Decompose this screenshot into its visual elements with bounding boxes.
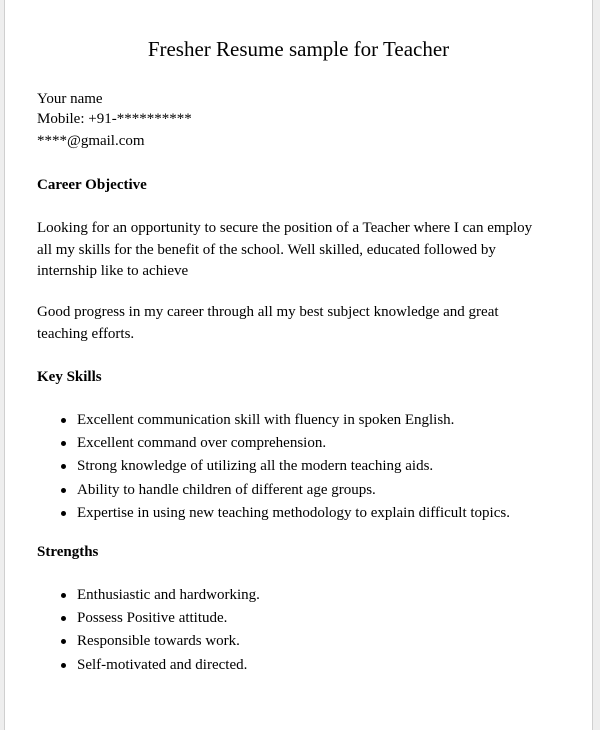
bullet-icon: [61, 663, 66, 668]
strengths-list: [61, 585, 260, 678]
skill-text: Strong knowledge of utilizing all the modern teaching aids.: [77, 458, 434, 475]
bullet-icon: [61, 639, 66, 644]
bullet-icon: [61, 593, 66, 598]
list-item: [61, 456, 510, 479]
skill-text: Excellent command over comprehension.: [77, 435, 327, 452]
skill-text: Ability to handle children of different age groups.: [77, 481, 376, 498]
objective-line: internship like to achieve: [37, 263, 189, 279]
document-page: [4, 0, 593, 730]
key-skills-list: [61, 410, 510, 526]
contact-mobile: Mobile: +91-**********: [37, 111, 192, 127]
strength-text: Enthusiastic and hardworking.: [77, 587, 260, 603]
list-item: [61, 480, 510, 503]
strength-text: Self-motivated and directed.: [77, 656, 248, 673]
contact-email: ****@gmail.com: [37, 133, 145, 149]
skill-text: Excellent communication skill with fluency in spoken English.: [77, 412, 455, 428]
contact-name: Your name: [37, 91, 103, 107]
strengths-heading: Strengths: [37, 544, 99, 560]
list-item: [61, 608, 260, 631]
list-item: [61, 631, 260, 654]
objective-line: Looking for an opportunity to secure the position of a Teacher where I can employ: [37, 220, 533, 236]
list-item: [61, 410, 510, 433]
bullet-icon: [61, 616, 66, 621]
bullet-icon: [61, 511, 66, 516]
objective-line: all my skills for the benefit of the school. Well skilled, educated followed by: [37, 242, 496, 258]
bullet-icon: [61, 488, 66, 493]
career-objective-heading: Career Objective: [37, 177, 147, 193]
list-item: [61, 503, 510, 526]
bullet-icon: [61, 441, 66, 446]
strength-text: Possess Positive attitude.: [77, 610, 228, 627]
strength-text: Responsible towards work.: [77, 633, 240, 650]
objective-line: teaching efforts.: [37, 326, 135, 342]
list-item: [61, 433, 510, 456]
list-item: [61, 655, 260, 678]
document-title: Fresher Resume sample for Teacher: [147, 37, 450, 61]
bullet-icon: [61, 464, 66, 469]
list-item: [61, 585, 260, 608]
key-skills-heading: Key Skills: [37, 369, 102, 385]
bullet-icon: [61, 418, 66, 423]
skill-text: Expertise in using new teaching methodology to explain difficult topics.: [77, 504, 510, 521]
objective-line: Good progress in my career through all my best subject knowledge and great: [37, 304, 499, 320]
